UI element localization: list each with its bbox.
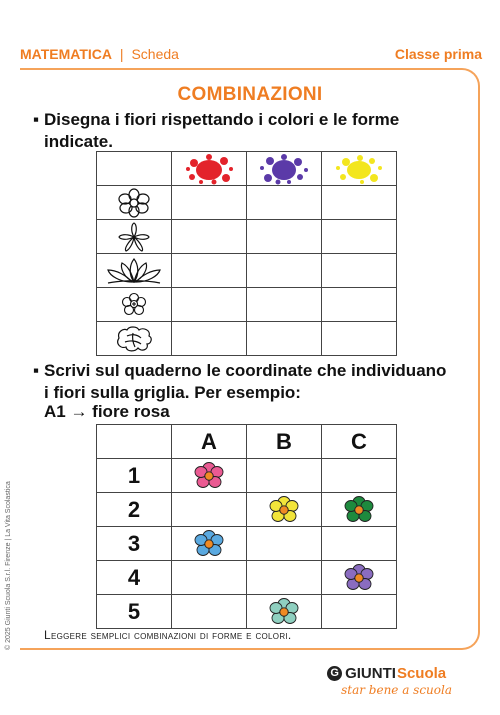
empty-cell (247, 186, 322, 220)
grade-label: Classe prima (394, 46, 482, 62)
purple-paint-splash-icon (259, 153, 309, 185)
row-header-2: 2 (97, 493, 172, 527)
table-row (97, 527, 397, 561)
yellow-paint-splash-icon (334, 153, 384, 185)
page-title: COMBINAZIONI (177, 84, 323, 105)
logo-brand-giunti: GIUNTI (345, 665, 396, 682)
color-header-cell (322, 152, 397, 186)
empty-cell (172, 288, 247, 322)
color-header-cell (172, 152, 247, 186)
shape-cell (97, 220, 172, 254)
grid-cell-a1 (172, 459, 247, 493)
table-row (97, 220, 397, 254)
grid-cell-b1 (247, 459, 322, 493)
instruction-2-text: Scrivi sul quaderno le coordinate che individuano i fiori sulla griglia. Per esempio: (44, 361, 447, 402)
logo-tagline: star bene a scuola (341, 683, 452, 697)
empty-cell (322, 254, 397, 288)
flower-shape-2-icon (114, 222, 154, 252)
shape-cell (97, 254, 172, 288)
grid-cell-b2 (247, 493, 322, 527)
table-row (97, 254, 397, 288)
grid-cell-c2 (322, 493, 397, 527)
instruction-2 (33, 360, 454, 404)
empty-cell (172, 220, 247, 254)
empty-cell (322, 322, 397, 356)
row-header-3: 3 (97, 527, 172, 561)
copyright-credit: © 2025 Giunti Scuola S.r.l. Firenze | La Vita Scolastica (5, 481, 12, 650)
header-left (20, 46, 179, 62)
table-row (97, 322, 397, 356)
empty-cell (247, 220, 322, 254)
pink-flower-icon (191, 461, 227, 491)
column-header-b: B (247, 425, 322, 459)
table-row (97, 595, 397, 629)
logo-g-icon: G (327, 666, 342, 681)
grid-cell-a4 (172, 561, 247, 595)
bullet-icon: ▪ (33, 361, 40, 380)
grid-cell-b5 (247, 595, 322, 629)
table-row (97, 288, 397, 322)
instruction-1 (33, 109, 444, 153)
red-paint-splash-icon (184, 153, 234, 185)
shape-cell (97, 322, 172, 356)
grid-cell-c3 (322, 527, 397, 561)
grid-cell-b3 (247, 527, 322, 561)
column-header-c: C (322, 425, 397, 459)
row-header-5: 5 (97, 595, 172, 629)
row-header-1: 1 (97, 459, 172, 493)
grid-cell-a5 (172, 595, 247, 629)
table-row (97, 152, 397, 186)
purple-flower-icon (341, 563, 377, 593)
example-text: A1 → fiore rosa (44, 402, 170, 421)
logo-brand-scuola: Scuola (396, 665, 447, 682)
yellow-flower-icon (266, 495, 302, 525)
grid-cell-a2 (172, 493, 247, 527)
empty-cell (247, 322, 322, 356)
leaf-flower-shape-icon (111, 324, 157, 354)
table-row (97, 561, 397, 595)
grid-cell-b4 (247, 561, 322, 595)
teal-flower-icon (266, 597, 302, 627)
light-blue-flower-icon (191, 529, 227, 559)
logo-wordmark (327, 665, 452, 682)
subject-label: MATEMATICA (20, 46, 113, 62)
sheet-label: Scheda (131, 46, 179, 62)
table-row (97, 493, 397, 527)
table-row (97, 459, 397, 493)
header-separator: | (119, 46, 124, 62)
grid-cell-c5 (322, 595, 397, 629)
flower-shape-1-icon (114, 188, 154, 218)
publisher-logo (327, 665, 452, 697)
footnote: Leggere semplici combinazioni di forme e colori. (44, 628, 292, 642)
empty-cell (172, 186, 247, 220)
instruction-1-text: Disegna i fiori rispettando i colori e le forme indicate. (44, 110, 400, 151)
shape-cell (97, 288, 172, 322)
grid-cell-a3 (172, 527, 247, 561)
table-row (97, 425, 397, 459)
grid-cell-c1 (322, 459, 397, 493)
page-header (20, 42, 482, 66)
corner-cell (97, 152, 172, 186)
row-header-4: 4 (97, 561, 172, 595)
empty-cell (322, 288, 397, 322)
color-header-cell (247, 152, 322, 186)
table-row (97, 186, 397, 220)
shape-cell (97, 186, 172, 220)
coordinate-grid (96, 424, 397, 629)
lotus-shape-icon (102, 256, 166, 286)
flower-shape-4-icon (114, 290, 154, 320)
bullet-icon: ▪ (33, 110, 40, 129)
empty-cell (322, 186, 397, 220)
empty-cell (172, 254, 247, 288)
empty-cell (247, 288, 322, 322)
shape-color-grid (96, 151, 397, 356)
empty-cell (322, 220, 397, 254)
empty-cell (172, 322, 247, 356)
corner-cell (97, 425, 172, 459)
green-flower-icon (341, 495, 377, 525)
grid-cell-c4 (322, 561, 397, 595)
empty-cell (247, 254, 322, 288)
column-header-a: A (172, 425, 247, 459)
